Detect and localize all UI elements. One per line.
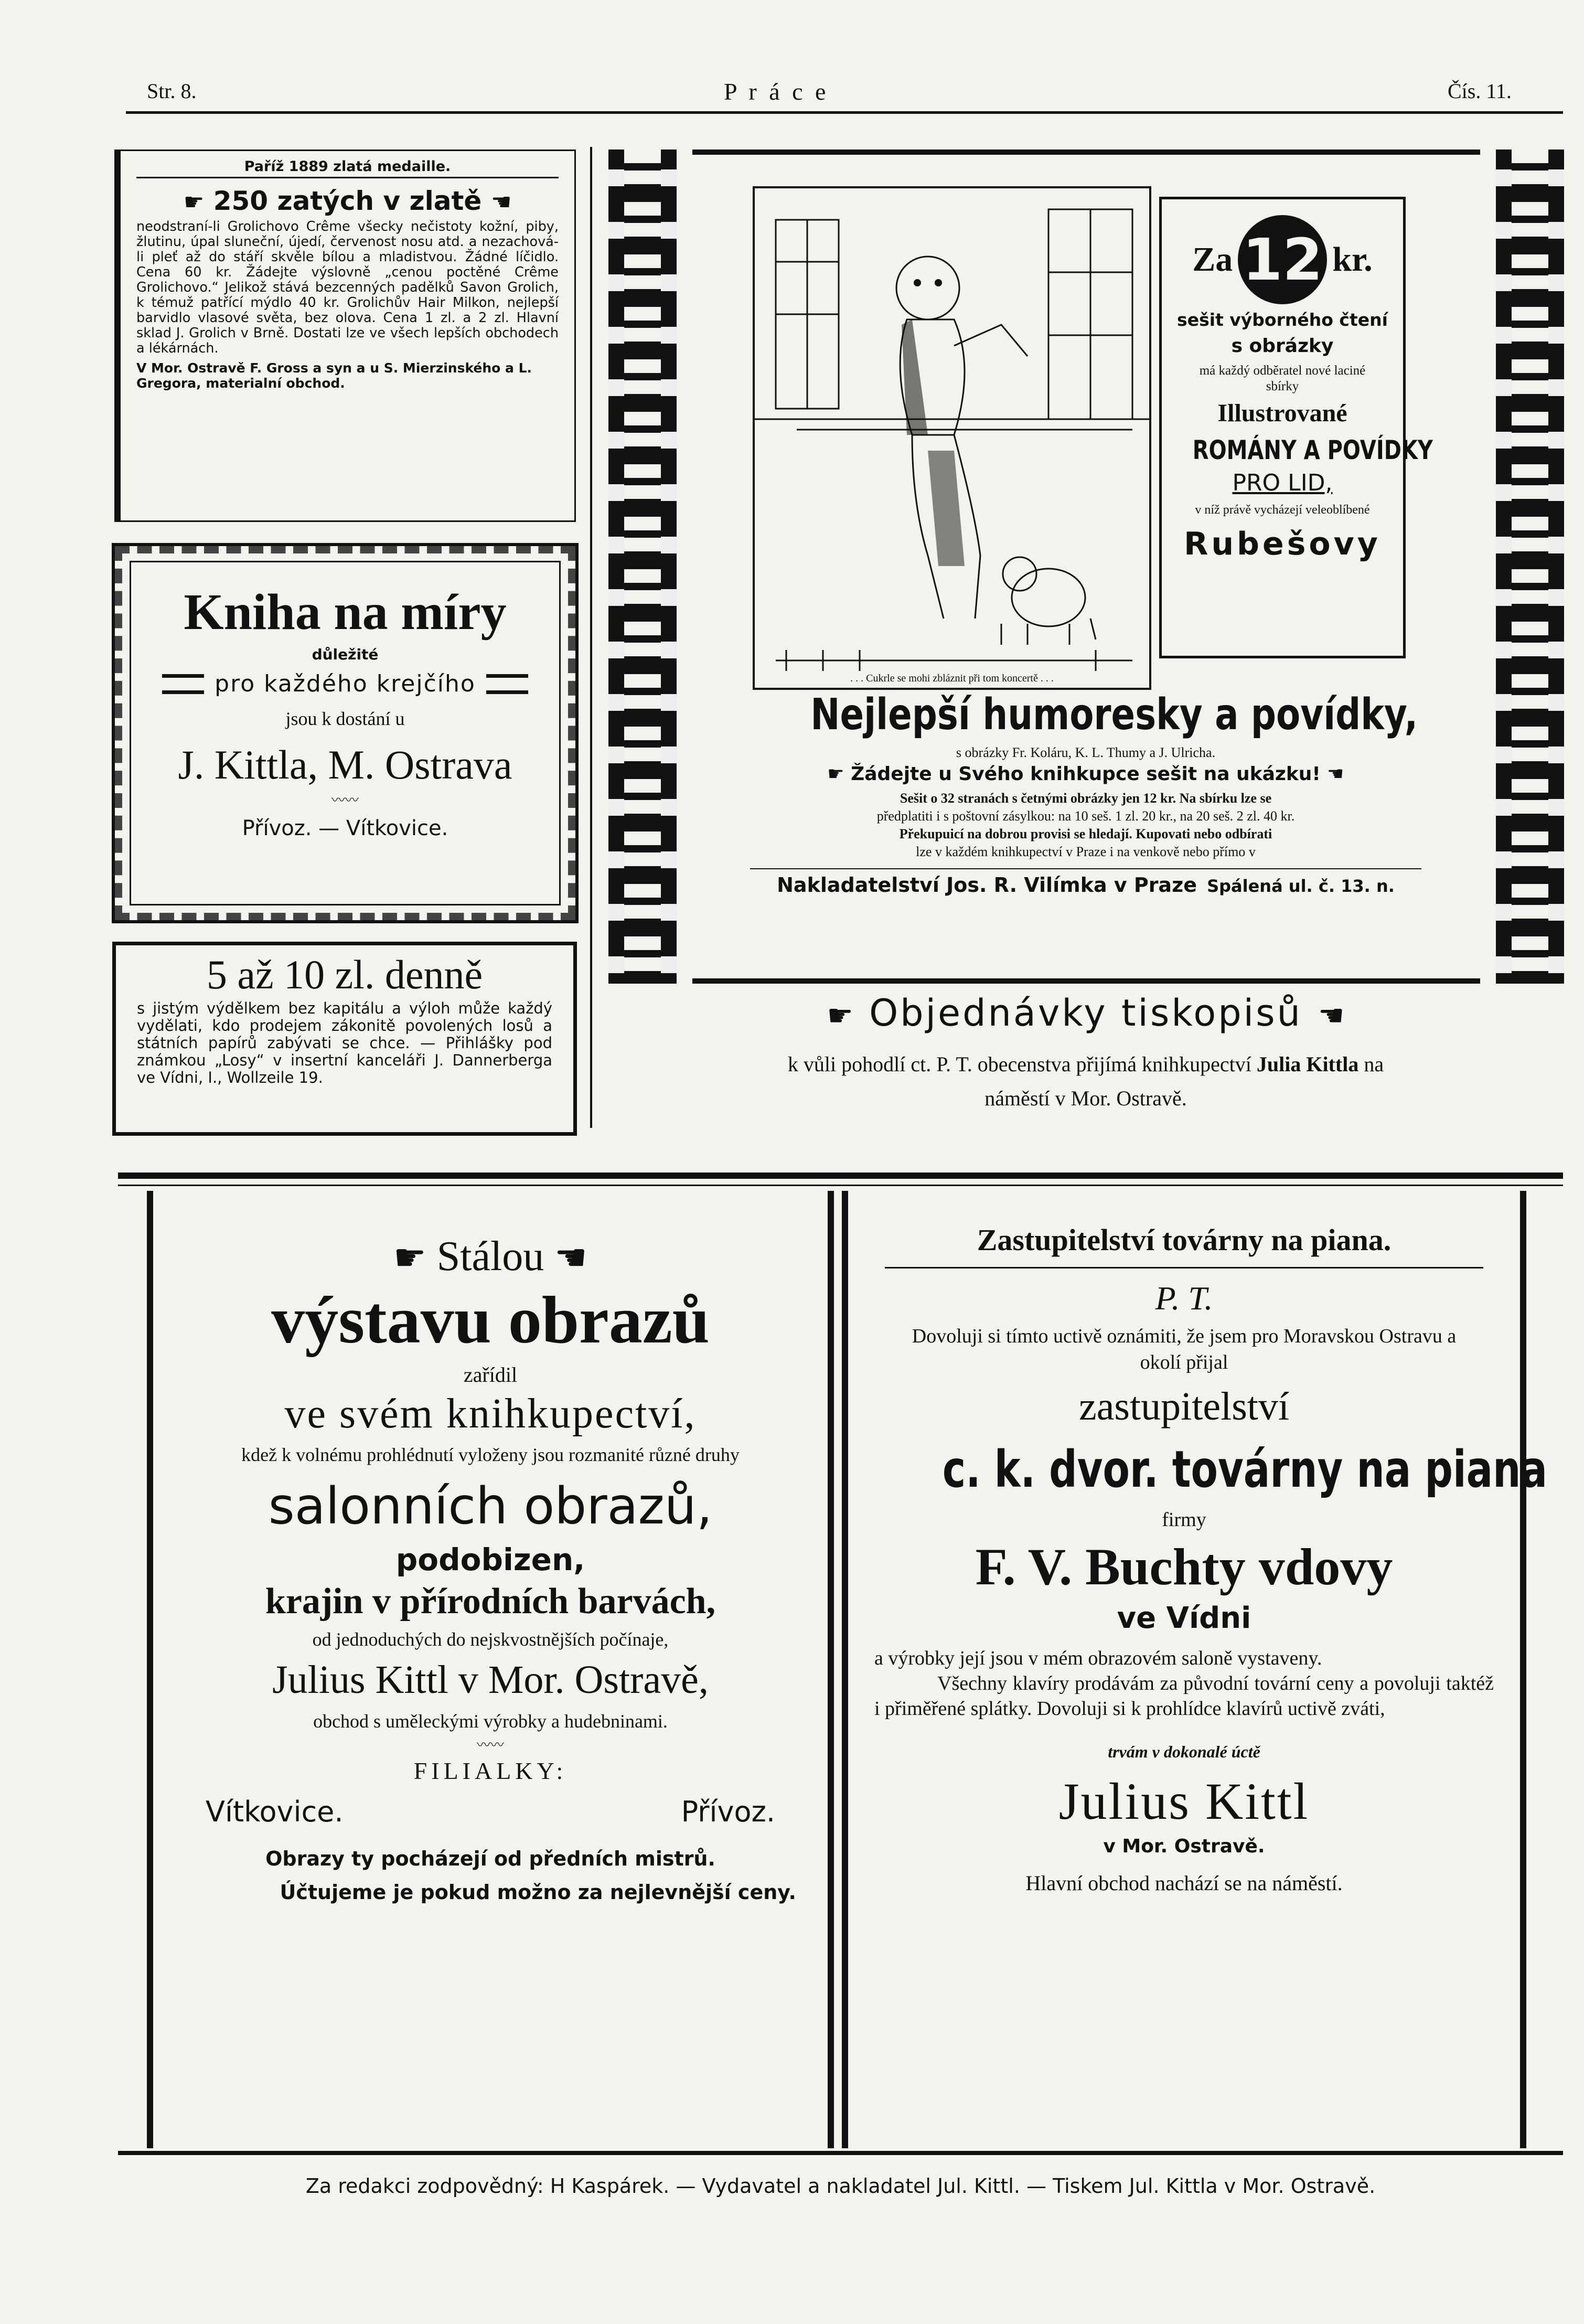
objednavky-line1-text: k vůli pohodlí ct. P. T. obecenstva přijímá knihkupectví [787, 1052, 1251, 1076]
vilimek-t2: předplatiti i s poštovní zásylkou: na 10 seš. 1 zl. 20 kr., na 20 seš. 2 zl. 40 kr. [876, 808, 1295, 824]
vystava-l3: zařídil [463, 1363, 518, 1387]
grolich-body: neodstraní-li Grolichovo Crême všecky nečistoty kožní, piby, žlutinu, úpal sluneční, újedí, červenost nosu atd. a nezachová-li pleť až do stáří skvěle bílou a mladistvou. Žádné líčidlo. Cena 60 kr. Žádejte výslovně „cenou poctěné Crême Grolichovo.“ Jelikož stává bezcenných padělků Savon Grolich, k témuž patřící mýdlo 40 kr. Grolichův Hair Milkon, nejlepší barvidlo vlasové světa, bez olova. Cena 1 zl. a 2 zl. Hlavní sklad J. Grolich v Brně. Dostati lze ve všech lepších obchodech a lékárnách. [136, 219, 559, 356]
pointing-hand-icon: ☛ [827, 999, 855, 1033]
grolich-ad [114, 150, 576, 522]
vilimek-l6: PRO LID, [1232, 470, 1333, 496]
vystava-filial-right: Přívoz. [681, 1795, 775, 1828]
vilimek-l8: Rubešovy [1184, 526, 1381, 562]
column-divider [590, 147, 592, 1128]
piana-l1: Dovoluji si tímto uctivě oznámiti, že jsem pro Moravskou Ostravu a okolí přijal [912, 1325, 1457, 1373]
vystava-l13: Obrazy ty pocházejí od předních mistrů. [265, 1847, 715, 1870]
piana-l2: zastupitelství [1078, 1384, 1290, 1428]
vystava-l8: krajin v přírodních barvách, [265, 1581, 716, 1622]
pointing-hand-icon: ☛ [490, 189, 512, 216]
vystava-ad: ☛ Stálou ☛ výstavu obrazů zařídil ve svém knihkupectví, kdež k volnému prohlédnutí vyloženy jsou rozmanité různé druhy salonních obrazů, podobizen, krajin v přírodních barvách, od jednoduchých do nejskvostnějších počínaje, Julius Kittl v Mor. Ostravě, obchod s uměleckými výrobky a hudebninami. 〰〰 FILIALKY: Vítkovice. Přívoz. Obrazy ty pocházejí od předních mistrů. Účtujeme je pokud možno za nejlevnější ceny. [147, 1191, 834, 2148]
piana-l9: trvám v dokonalé úctě [1108, 1742, 1260, 1761]
kniha-ad: Kniha na míry důležité pro každého krejčího jsou k dostání u J. Kittla, M. Ostrava 〰〰 Přívoz. — Vítkovice. [112, 543, 579, 923]
pointing-hand-icon: ☛ [1327, 763, 1344, 785]
vilimek-t4: lze v každém knihkupectví v Praze i na venkově nebo přímo v [916, 844, 1256, 859]
vilimek-authors: s obrázky Fr. Koláru, K. L. Thumy a J. Ulricha. [956, 745, 1216, 760]
pointing-hand-icon: ☛ [827, 763, 844, 785]
kniha-name: J. Kittla, M. Ostrava [178, 742, 512, 787]
pointing-hand-icon: ☛ [554, 1238, 587, 1278]
objednavky-title-text: Objednávky tiskopisů [869, 992, 1302, 1035]
newspaper-title: P r á c e [724, 78, 829, 105]
vilimek-ask-text: Žádejte u Svého knihkupce sešit na ukázku! [851, 763, 1321, 785]
vystava-l2: výstavu obrazů [271, 1283, 710, 1357]
piana-l10: Julius Kittl [1058, 1772, 1310, 1830]
price-badge: 12 [1238, 215, 1327, 304]
piana-l4: firmy [1162, 1509, 1206, 1531]
vystava-l7: podobizen, [395, 1542, 585, 1577]
vilimek-publisher: Nakladatelství Jos. R. Vilímka v Praze [777, 873, 1197, 897]
piana-l3: c. k. dvor. továrny na piana [942, 1440, 1547, 1499]
vilimek-l1: sešit výborného čtení [1177, 310, 1388, 330]
vystava-l6: salonních obrazů, [268, 1477, 713, 1536]
vilimek-l5: ROMÁNY A POVÍDKY [1192, 435, 1433, 465]
vilimek-ad [608, 150, 1564, 984]
illustration-caption: . . . Cukrle se mohi zbláznit při tom koncertě . . . [755, 673, 1149, 685]
vilimek-t3: Překupuicí na dobrou provisi se hledají. Kupovati nebo odbírati [899, 826, 1272, 841]
piana-l8: Všechny klavíry prodávám za původní tovární ceny a povoluji taktéž i přiměřené splátky. Dovoluji si k prohlídce klavírů uctivě zváti, [874, 1672, 1494, 1720]
pointing-hand-icon: ☛ [183, 189, 205, 216]
vystava-l1: Stálou [436, 1233, 544, 1280]
vystava-l11: obchod s uměleckými výrobky a hudebninami. [313, 1711, 668, 1732]
vilimek-publisher-line [750, 868, 1421, 897]
piana-l7: a výrobky její jsou v mém obrazovém saloně vystaveny. [874, 1647, 1322, 1669]
vystava-l14: Účtujeme je pokud možno za nejlevnější ceny. [280, 1881, 796, 1904]
denne-ad [112, 942, 577, 1136]
vilimek-l4: Illustrované [1217, 399, 1347, 427]
grolich-headline [136, 186, 559, 216]
denne-body: s jistým výdělkem bez kapitálu a výloh může každý vydělati, kdo prodejem zákonitě povolených losů a státních papírů zabývati se chce. — Přihlášky pod známkou „Losy“ v insertní kanceláři J. Dannerberga ve Vídni, I., Wollzeile 19. [137, 999, 552, 1086]
price-za: Za [1192, 240, 1233, 279]
piana-ad [842, 1191, 1547, 2148]
vystava-l12: FILIALKY: [413, 1757, 568, 1784]
price-box [1159, 197, 1433, 658]
piana-pt: P. T. [1155, 1280, 1213, 1317]
vilimek-l2: s obrázky [1231, 335, 1334, 357]
vilimek-ask [750, 763, 1421, 785]
price-kr: kr. [1332, 240, 1373, 279]
vilimek-big: Nejlepší humoresky a povídky, [810, 690, 1418, 740]
piana-l11: v Mor. Ostravě. [1103, 1836, 1265, 1857]
denne-title: 5 až 10 zl. denně [206, 952, 483, 997]
vystava-l5: kdež k volnému prohlédnutí vyloženy jsou rozmanité různé druhy [241, 1444, 740, 1465]
grolich-medal-line: Paříž 1889 zlatá medaille. [136, 158, 559, 178]
kniha-subtitle: důležité [312, 646, 379, 663]
grolich-footer: V Mor. Ostravě F. Gross a syn a u S. Mierzinského a L. Gregora, materialní obchod. [136, 360, 532, 391]
grolich-headline-text: 250 zatých v zlatě [213, 186, 482, 216]
pointing-hand-icon: ☛ [393, 1238, 426, 1278]
vystava-l9: od jednoduchých do nejskvostnějších počínaje, [312, 1629, 669, 1650]
piana-l5: F. V. Buchty vdovy [975, 1538, 1393, 1596]
vilimek-l3: má každý odběratel nové laciné sbírky [1199, 364, 1366, 393]
imprint-footer: Za redakci zodpovědný: H Kaspárek. — Vydavatel a nakladatel Jul. Kittl. — Tiskem Jul. Kittla v Mor. Ostravě. [305, 2174, 1376, 2198]
vystava-l10: Julius Kittl v Mor. Ostravě, [272, 1658, 709, 1702]
issue-number: Čís. 11. [1448, 79, 1512, 103]
vystava-l4: ve svém knihkupectví, [284, 1391, 697, 1437]
objednavky-name: Julia Kittla [1256, 1052, 1359, 1076]
bottom-rule [118, 2151, 1563, 2155]
piana-l12: Hlavní obchod nachází se na náměstí. [1025, 1871, 1343, 1895]
vilimek-t1: Sešit o 32 stranách s četnými obrázky jen 12 kr. Na sbírku lze se [900, 791, 1272, 806]
film-border-left [608, 150, 677, 984]
objednavky-line1 [608, 1052, 1563, 1076]
kniha-avail: jsou k dostání u [285, 708, 405, 729]
vystava-filial-left: Vítkovice. [206, 1795, 344, 1828]
section-rule-thin [118, 1185, 1563, 1186]
page-number: Str. 8. [147, 79, 197, 103]
vilimek-address: Spálená ul. č. 13. n. [1207, 876, 1395, 896]
film-border-right [1496, 150, 1564, 984]
vystava-l1-row [185, 1233, 796, 1281]
pointing-hand-icon: ☛ [1316, 999, 1345, 1033]
kniha-places: Přívoz. — Vítkovice. [242, 816, 448, 840]
objednavky-title [608, 992, 1563, 1035]
piana-l6: ve Vídni [1117, 1601, 1251, 1635]
objednavky-line2: náměstí v Mor. Ostravě. [984, 1086, 1187, 1110]
vilimek-l7: v níž právě vycházejí velеoblíbené [1195, 503, 1370, 517]
kniha-for: pro každého krejčího [215, 670, 476, 697]
header-rule [126, 111, 1563, 114]
piana-head: Zastupitelství továrny na piana. [885, 1222, 1483, 1268]
objednavky-line1-end: na [1364, 1052, 1384, 1076]
section-rule [118, 1172, 1563, 1179]
kniha-title: Kniha na míry [184, 584, 507, 641]
violinist-illustration [753, 186, 1151, 690]
